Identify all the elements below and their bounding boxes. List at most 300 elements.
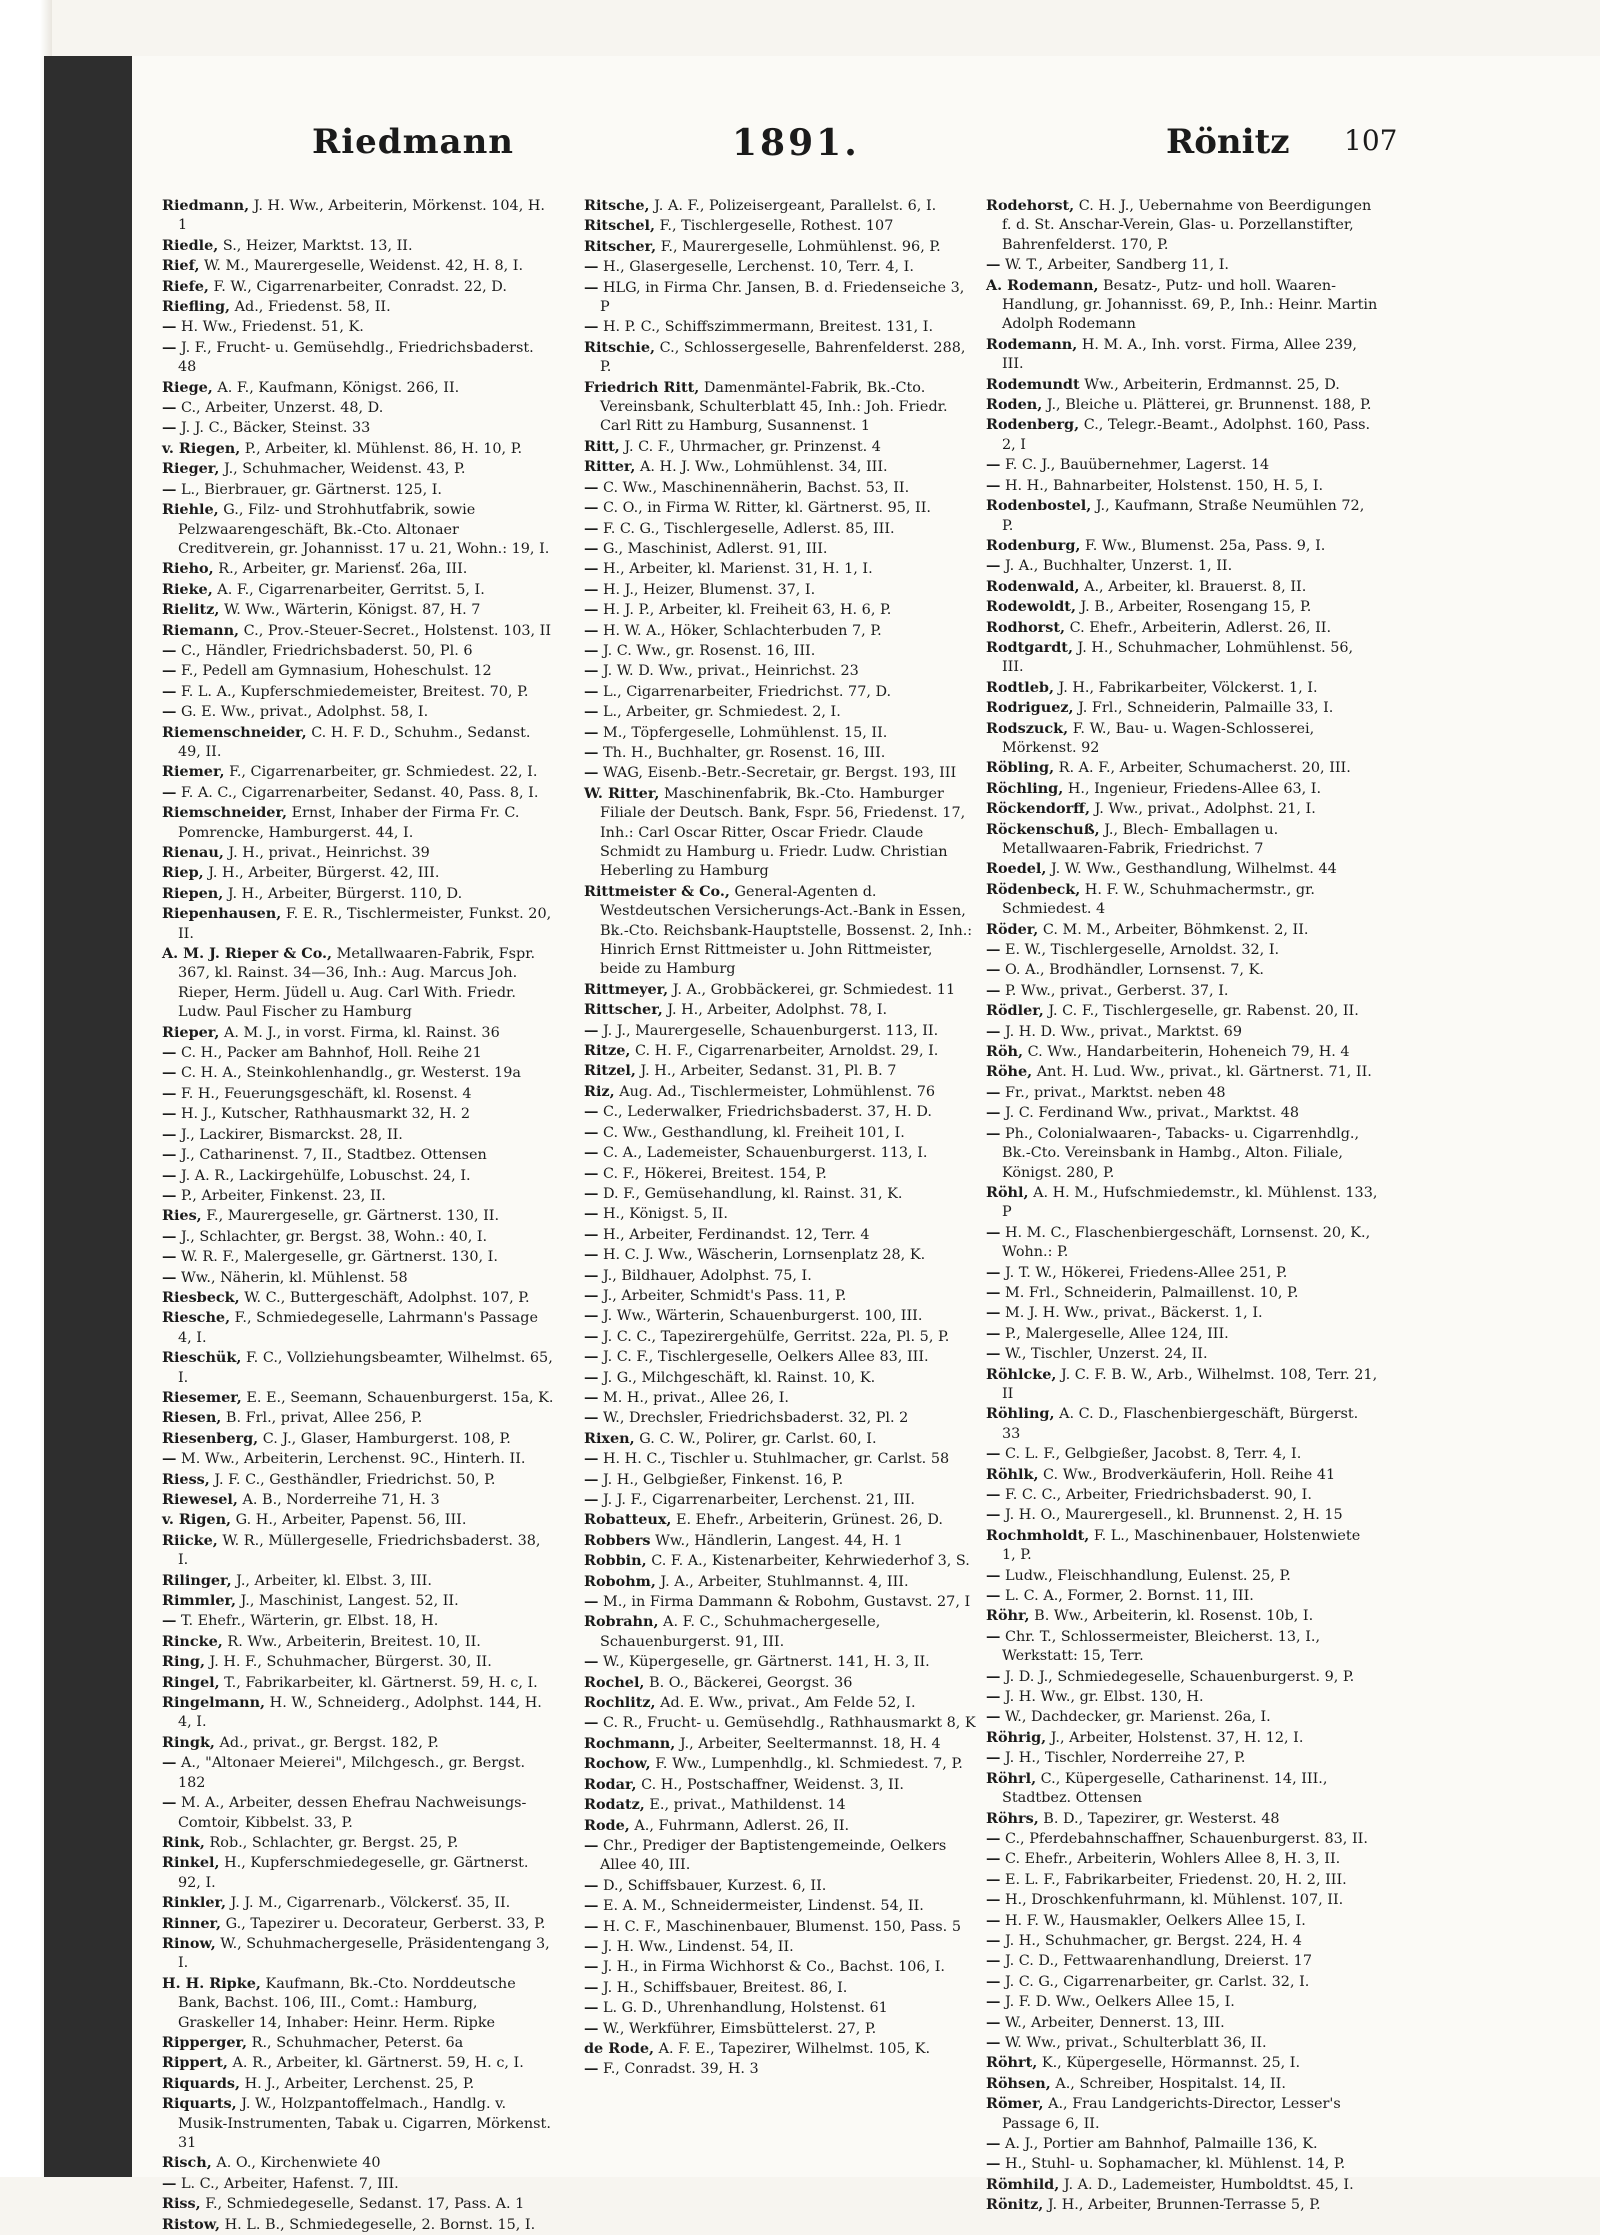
directory-entry — [584, 196, 976, 216]
entry-details: H. Ww., Friedenst. 51, K. — [180, 319, 364, 336]
entry-details: J. J., Maurergeselle, Schauenburgerst. 113, II. — [602, 1022, 939, 1039]
entry-details: H. W. A., Höker, Schlachterbuden 7, P. — [602, 622, 882, 639]
entry-name: — — [162, 662, 177, 680]
entry-name: — — [986, 1104, 1001, 1122]
entry-details: Kaufmann, Bk.-Cto. Norddeutsche Bank, Bachst. 106, III., Comt.: Hamburg, Graskeller 14, Inhaber: Heinr. Herm. Ripke — [178, 1975, 516, 2031]
entry-name: Röhl, — [986, 1183, 1029, 1201]
directory-entry — [986, 779, 1378, 799]
entry-details: J., Arbeiter, Holstenst. 37, H. 12, I. — [1050, 1729, 1304, 1746]
entry-name: — — [584, 1286, 599, 1304]
entry-details: H., Kupferschmiedegeselle, gr. Gärtnerst. 92, I. — [178, 1855, 529, 1891]
entry-name: Röckenschuß, — [986, 820, 1100, 838]
entry-details: C., Küpergeselle, Catharinenst. 14, III., Stadtbez. Ottensen — [1002, 1770, 1328, 1807]
directory-entry — [162, 944, 554, 1023]
entry-name: Rönitz, — [986, 2196, 1044, 2214]
entry-details: C. H. F., Cigarrenarbeiter, Arnoldst. 29, I. — [635, 1043, 939, 1060]
entry-name: Risch, — [162, 2154, 212, 2172]
entry-details: J. W., Holzpantoffelmach., Handlg. v. Musik-Instrumenten, Tabak u. Cigarren, Mörkenst. 31 — [178, 2096, 551, 2151]
directory-entry — [584, 1041, 976, 1061]
entry-details: C. L. F., Gelbgießer, Jacobst. 8, Terr. 4, I. — [1004, 1446, 1302, 1463]
entry-details: J. A., Arbeiter, Stuhlmannst. 4, III. — [660, 1573, 909, 1590]
directory-entry — [986, 1062, 1378, 1082]
entry-details: B. Frl., privat, Allee 256, P. — [225, 1410, 423, 1427]
entry-details: H., Arbeiter, kl. Marienst. 31, H. 1, I. — [602, 561, 873, 578]
entry-name: — — [584, 1164, 599, 1182]
entry-name: Robbin, — [584, 1552, 647, 1570]
entry-details: J. D. J., Schmiedegeselle, Schauenburgerst. 9, P. — [1004, 1668, 1355, 1685]
directory-entry — [162, 1288, 554, 1308]
directory-entry — [584, 641, 976, 661]
entry-name: — — [986, 961, 1001, 979]
directory-entry — [162, 1652, 554, 1672]
entry-name: Röckendorff, — [986, 800, 1090, 818]
entry-details: G., Filz- und Strohhutfabrik, sowie Pelzwaarengeschäft, Bk.-Cto. Altonaer Creditverein, gr. Johannisst. 17 u. 21, Wohn.: 19, I. — [178, 502, 550, 557]
entry-details: W. R. F., Malergeselle, gr. Gärtnerst. 130, I. — [180, 1249, 498, 1266]
entry-name: Röhrl, — [986, 1769, 1037, 1787]
entry-name: — — [584, 1103, 599, 1121]
directory-entry — [162, 1247, 554, 1267]
entry-name: — — [584, 519, 599, 537]
directory-entry — [162, 641, 554, 661]
entry-details: J., Schuhmacher, Weidenst. 43, P. — [223, 461, 466, 478]
entry-name: — — [986, 1708, 1001, 1726]
entry-name: — — [162, 641, 177, 659]
directory-entry — [162, 2153, 554, 2173]
entry-name: — — [584, 1714, 599, 1732]
entry-name: Röh, — [986, 1043, 1024, 1061]
entry-name: Rief, — [162, 257, 200, 275]
entry-details: Chr., Prediger der Baptistengemeinde, Oelkers Allee 40, III. — [600, 1837, 947, 1874]
directory-entry — [162, 884, 554, 904]
entry-details: P., Malergeselle, Allee 124, III. — [1004, 1325, 1229, 1342]
directory-entry — [584, 1795, 976, 1815]
directory-entry — [584, 1266, 976, 1286]
directory-entry — [162, 2033, 554, 2053]
entry-name: Rode, — [584, 1816, 630, 1834]
directory-entry — [162, 2094, 554, 2153]
directory-entry — [584, 519, 976, 539]
entry-name: Röchling, — [986, 779, 1064, 797]
entry-name: Ritzel, — [584, 1062, 636, 1080]
entry-details: H., Glasergeselle, Lerchenst. 10, Terr. 4, I. — [602, 259, 914, 276]
entry-details: Metallwaaren-Fabrik, Fspr. 367, kl. Rainst. 34—36, Inh.: Aug. Marcus Joh. Rieper, Herm. Jüdell u. Aug. Carl With. Friedr. Ludw. Paul Fischer zu Hamburg — [178, 946, 536, 1021]
directory-entry — [162, 1753, 554, 1793]
entry-details: E. A. M., Schneidermeister, Lindenst. 54, II. — [602, 1898, 924, 1915]
entry-details: F. E. R., Tischlermeister, Funkst. 20, II. — [178, 906, 552, 942]
entry-details: J. Ww., Wärterin, Schauenburgerst. 100, III. — [602, 1308, 923, 1325]
entry-name: — — [986, 1345, 1001, 1363]
entry-name: — — [986, 1952, 1001, 1970]
entry-name: — — [584, 1978, 599, 1996]
entry-details: F. C. J., Bauübernehmer, Lagerst. 14 — [1004, 457, 1270, 474]
entry-details: J. H., Gelbgießer, Finkenst. 16, P. — [602, 1471, 844, 1488]
entry-name: Riicke, — [162, 1531, 218, 1549]
entry-name: Rieper, — [162, 1023, 220, 1041]
entry-name: — — [584, 318, 599, 336]
directory-entry — [162, 1733, 554, 1753]
directory-entry — [162, 439, 554, 459]
directory-entry — [986, 1606, 1378, 1626]
directory-entry — [162, 1145, 554, 1165]
entry-name: Ringel, — [162, 1673, 220, 1691]
directory-entry — [584, 1061, 976, 1081]
entry-details: S., Heizer, Marktst. 13, II. — [222, 237, 413, 254]
directory-page — [132, 56, 1600, 2233]
entry-details: H. W., Schneiderg., Adolphst. 144, H. 4, I. — [178, 1695, 542, 1731]
entry-name: Riege, — [162, 378, 213, 396]
entry-name: — — [162, 399, 177, 417]
page-number: 107 — [1344, 124, 1398, 157]
entry-details: A., Schreiber, Hospitalst. 14, II. — [1055, 2075, 1286, 2092]
entry-details: J. C. F., Tischlergeselle, Oelkers Allee 83, III. — [602, 1349, 929, 1366]
directory-entry — [986, 1870, 1378, 1890]
entry-name: — — [162, 2174, 177, 2192]
entry-name: — — [986, 1083, 1001, 1101]
directory-entry — [584, 498, 976, 518]
directory-entry — [584, 1693, 976, 1713]
entry-name: Roden, — [986, 396, 1043, 414]
directory-entry — [986, 1972, 1378, 1992]
directory-entry — [584, 559, 976, 579]
entry-details: J. F., Frucht- u. Gemüsehdlg., Friedrichsbaderst. 48 — [178, 339, 534, 376]
entry-name: — — [986, 557, 1001, 575]
entry-name: — — [584, 1409, 599, 1427]
entry-name: Rippert, — [162, 2054, 228, 2072]
directory-entry — [986, 638, 1378, 678]
entry-details: C., Händler, Friedrichsbaderst. 50, Pl. 6 — [180, 642, 473, 659]
entry-name: Riquards, — [162, 2074, 241, 2092]
directory-entry — [986, 1505, 1378, 1525]
entry-name: — — [584, 723, 599, 741]
entry-details: A. H. M., Hufschmiedemstr., kl. Mühlenst. 133, P — [1002, 1184, 1378, 1221]
entry-name: v. Riegen, — [162, 439, 241, 457]
directory-entry — [162, 317, 554, 337]
directory-entry — [162, 480, 554, 500]
year-heading: 1891. — [732, 122, 860, 164]
entry-name: — — [584, 1653, 599, 1671]
entry-name: Riemann, — [162, 621, 240, 639]
entry-name: Riesen, — [162, 1409, 222, 1427]
entry-name: — — [162, 783, 177, 801]
directory-entry — [162, 762, 554, 782]
entry-details: J., Bleiche u. Plätterei, gr. Brunnenst. 188, P. — [1046, 397, 1372, 414]
entry-details: Ernst, Inhaber der Firma Fr. C. Pomrencke, Hamburgerst. 44, I. — [178, 805, 520, 841]
entry-name: Rieke, — [162, 580, 213, 598]
directory-entry — [162, 580, 554, 600]
directory-entry — [986, 1124, 1378, 1183]
directory-entry — [584, 580, 976, 600]
entry-name: — — [986, 1486, 1001, 1503]
entry-details: A., "Altonaer Meierei", Milchgesch., gr. Bergst. 182 — [178, 1755, 526, 1791]
entry-details: H. F. W., Schuhmachermstr., gr. Schmiedest. 4 — [1002, 881, 1315, 918]
directory-entry — [986, 920, 1378, 940]
directory-entry — [162, 559, 554, 579]
directory-entry — [584, 980, 976, 1000]
directory-entry — [986, 1485, 1378, 1505]
entry-details: H. C. J. Ww., Wäscherin, Lornsenplatz 28, K. — [602, 1247, 926, 1264]
entry-name: Rodewoldt, — [986, 598, 1076, 616]
entry-name: Riemer, — [162, 763, 225, 781]
entry-name: Robatteux, — [584, 1511, 672, 1529]
entry-name: Röhrig, — [986, 1728, 1047, 1746]
entry-details: C. Ehefr., Arbeiterin, Wohlers Allee 8, H. 3, II. — [1004, 1851, 1341, 1868]
entry-details: M. J. H. Ww., privat., Bäckerst. 1, I. — [1004, 1305, 1263, 1322]
entry-details: E. Ehefr., Arbeiterin, Grünest. 26, D. — [676, 1512, 943, 1529]
directory-entry — [584, 1713, 976, 1733]
directory-entry — [986, 1586, 1378, 1606]
entry-name: Röhr, — [986, 1607, 1030, 1625]
directory-entry — [162, 236, 554, 256]
entry-details: F., Cigarrenarbeiter, gr. Schmiedest. 22, I. — [229, 764, 538, 781]
entry-details: W. C., Buttergeschäft, Adolphst. 107, P. — [244, 1289, 530, 1306]
entry-name: Roedel, — [986, 860, 1047, 878]
entry-name: — — [584, 278, 599, 296]
entry-details: H. J. P., Arbeiter, kl. Freiheit 63, H. 6, P. — [602, 602, 892, 619]
entry-name: Römer, — [986, 2095, 1044, 2113]
entry-details: F. C., Vollziehungsbeamter, Wilhelmst. 65, I. — [178, 1350, 553, 1386]
entry-details: F., Maurergeselle, Lohmühlenst. 96, P. — [660, 238, 941, 255]
entry-details: J. C. F., Uhrmacher, gr. Prinzenst. 4 — [624, 438, 881, 455]
entry-details: J. C. C., Tapezirergehülfe, Gerritst. 22a, Pl. 5, P. — [602, 1328, 950, 1345]
entry-details: C. H., Postschaffner, Weidenst. 3, II. — [641, 1776, 904, 1793]
directory-entry — [584, 1957, 976, 1977]
entry-details: Besatz-, Putz- und holl. Waaren-Handlung, gr. Johannisst. 69, P., Inh.: Heinr. Martin Adolph Rodemann — [1002, 277, 1378, 333]
entry-name: A. M. J. Rieper & Co., — [162, 945, 333, 963]
entry-name: Rinkler, — [162, 1894, 227, 1912]
directory-entry — [162, 196, 554, 236]
directory-entry — [584, 1388, 976, 1408]
directory-entry — [986, 1324, 1378, 1344]
entry-details: H. M. A., Inh. vorst. Firma, Allee 239, III. — [1002, 336, 1357, 373]
directory-entry — [584, 2039, 976, 2059]
entry-details: H., Stuhl- u. Sophamacher, kl. Mühlenst. 14, P. — [1004, 2156, 1346, 2173]
directory-entry — [162, 1510, 554, 1530]
directory-entry — [584, 1510, 976, 1530]
entry-name: — — [162, 1186, 177, 1204]
entry-details: J. C. Ferdinand Ww., privat., Marktst. 48 — [1004, 1105, 1300, 1122]
entry-name: — — [584, 1388, 599, 1406]
entry-details: Chr. T., Schlossermeister, Bleicherst. 13, I., Werkstatt: 15, Terr. — [1002, 1628, 1321, 1665]
entry-name: — — [986, 2135, 1001, 2152]
entry-details: H., Droschkenfuhrmann, kl. Mühlenst. 107, II. — [1004, 1892, 1344, 1909]
entry-name: — — [986, 1445, 1001, 1463]
directory-entry — [986, 1707, 1378, 1727]
entry-name: Riep, — [162, 864, 204, 882]
directory-entry — [162, 1206, 554, 1226]
directory-entry — [584, 1286, 976, 1306]
entry-name: — — [584, 1246, 599, 1264]
entry-name: — — [986, 1891, 1001, 1909]
directory-entry — [986, 1890, 1378, 1910]
entry-details: J. H. D. Ww., privat., Marktst. 69 — [1004, 1023, 1242, 1040]
directory-entry — [584, 1551, 976, 1571]
entry-details: Ad., privat., gr. Bergst. 182, P. — [219, 1734, 439, 1751]
entry-name: Riewesel, — [162, 1491, 238, 1508]
entry-details: R., Schuhmacher, Peterst. 6a — [251, 2034, 464, 2051]
entry-details: C. F., Hökerei, Breitest. 154, P. — [602, 1165, 827, 1182]
directory-entry — [584, 278, 976, 318]
entry-details: W., Arbeiter, Dennerst. 13, III. — [1004, 2014, 1225, 2031]
directory-entry — [986, 276, 1378, 335]
entry-details: J. A., Grobbäckerei, gr. Schmiedest. 11 — [672, 981, 956, 998]
entry-name: — — [986, 1283, 1001, 1301]
directory-entry — [162, 1268, 554, 1288]
entry-details: C. Ehefr., Arbeiterin, Adlerst. 26, II. — [1069, 619, 1332, 636]
entry-details: A. O., Kirchenwiete 40 — [216, 2155, 381, 2172]
entry-name: — — [584, 1999, 599, 2017]
directory-entry — [986, 1022, 1378, 1042]
entry-name: Rodar, — [584, 1775, 637, 1793]
entry-name: — — [584, 499, 599, 517]
entry-name: — — [584, 1307, 599, 1325]
entry-details: J. C. G., Cigarrenarbeiter, gr. Carlst. 32, I. — [1004, 1973, 1310, 1990]
directory-entry — [986, 1992, 1378, 2012]
entry-details: J. H., Arbeiter, Sedanst. 31, Pl. B. 7 — [640, 1063, 897, 1080]
entry-details: J. J. F., Cigarrenarbeiter, Lerchenst. 21, III. — [602, 1492, 915, 1508]
entry-name: Rodemann, — [986, 335, 1078, 353]
entry-name: Rincke, — [162, 1632, 223, 1650]
entry-name: — — [162, 682, 177, 700]
entry-details: J. H. Ww., gr. Elbst. 130, H. — [1004, 1689, 1204, 1706]
entry-details: Ph., Colonialwaaren-, Tabacks- u. Cigarrenhdlg., Bk.-Cto. Vereinsbank in Hambg., Alton. Filiale, Königst. 280, P. — [1002, 1125, 1360, 1181]
directory-entry — [584, 621, 976, 641]
entry-name: Robbers — [584, 1531, 651, 1549]
entry-name: Rittscher, — [584, 1001, 663, 1019]
entry-details: R., Arbeiter, gr. Mariensť. 26a, III. — [218, 561, 468, 578]
directory-entry — [986, 859, 1378, 879]
entry-details: A. F. E., Tapezirer, Wilhelmst. 105, K. — [658, 2040, 931, 2057]
entry-name: — — [162, 1754, 177, 1772]
entry-details: G., Tapezirer u. Decorateur, Gerberst. 33, P. — [225, 1915, 546, 1932]
entry-name: — — [584, 1205, 599, 1223]
entry-name: Rodemundt — [986, 375, 1080, 393]
entry-details: W. M., Maurergeselle, Weidenst. 42, H. 8, I. — [204, 258, 524, 275]
directory-entry — [986, 2053, 1378, 2073]
entry-name: — — [986, 1931, 1001, 1949]
directory-entry — [986, 2134, 1378, 2154]
directory-entry — [986, 255, 1378, 275]
entry-name: — — [584, 601, 599, 619]
directory-entry — [162, 1591, 554, 1611]
entry-name: W. Ritter, — [584, 784, 660, 802]
entry-name: — — [584, 1123, 599, 1141]
entry-name: Riquarts, — [162, 2095, 237, 2113]
entry-name: — — [986, 1870, 1001, 1888]
entry-details: W. Ww., privat., Schulterblatt 36, II. — [1004, 2034, 1267, 2051]
entry-details: H. C. F., Maschinenbauer, Blumenst. 150, Pass. 5 — [602, 1918, 961, 1935]
entry-name: Ritt, — [584, 437, 620, 455]
entry-details: A. F., Kaufmann, Königst. 266, II. — [217, 379, 460, 396]
entry-details: H., Ingenieur, Friedens-Allee 63, I. — [1067, 780, 1322, 797]
entry-details: C., Schlossergeselle, Bahrenfelderst. 288, P. — [600, 339, 966, 376]
entry-details: A. J., Portier am Bahnhof, Palmaille 136, K. — [1004, 2136, 1318, 2152]
directory-entry — [986, 678, 1378, 698]
entry-name: Riepen, — [162, 884, 224, 902]
directory-entry — [584, 1896, 976, 1916]
entry-details: G., Maschinist, Adlerst. 91, III. — [602, 540, 828, 557]
directory-entry — [584, 1836, 976, 1876]
entry-name: — — [986, 1667, 1001, 1685]
directory-entry — [162, 2074, 554, 2094]
entry-name: Rittmeister & Co., — [584, 882, 730, 900]
directory-entry — [584, 1998, 976, 2018]
directory-entry — [584, 1592, 976, 1612]
entry-details: E., privat., Mathildenst. 14 — [649, 1797, 846, 1814]
directory-entry — [162, 500, 554, 559]
directory-entry — [986, 476, 1378, 496]
entry-details: G. C. W., Polirer, gr. Carlst. 60, I. — [639, 1430, 877, 1447]
entry-name: Rodenberg, — [986, 416, 1080, 434]
directory-entry — [584, 1327, 976, 1347]
directory-entry — [584, 1572, 976, 1592]
entry-name: — — [584, 1470, 599, 1488]
directory-entry — [584, 1225, 976, 1245]
directory-entry — [986, 1103, 1378, 1123]
entry-name: — — [986, 1688, 1001, 1706]
entry-details: F. W., Cigarrenarbeiter, Conradst. 22, D. — [213, 278, 507, 295]
directory-entry — [584, 1021, 976, 1041]
directory-entry — [162, 702, 554, 722]
directory-entry — [986, 1083, 1378, 1103]
entry-name: Riesbeck, — [162, 1288, 240, 1306]
entry-details: C., Pferdebahnschaffner, Schauenburgerst. 83, II. — [1004, 1830, 1368, 1847]
entry-name: — — [986, 1223, 1001, 1241]
entry-details: H. J., Arbeiter, Lerchenst. 25, P. — [244, 2075, 475, 2092]
entry-name: Rochlitz, — [584, 1694, 656, 1712]
entry-name: Riss, — [162, 2195, 201, 2213]
directory-entry — [162, 723, 554, 763]
entry-details: A. H. J. Ww., Lohmühlenst. 34, III. — [640, 459, 888, 476]
directory-entry — [584, 1775, 976, 1795]
entry-details: L., Arbeiter, gr. Schmiedest. 2, I. — [602, 704, 841, 721]
entry-name: Rodszuck, — [986, 719, 1069, 737]
directory-entry — [986, 1263, 1378, 1283]
entry-details: R. A. F., Arbeiter, Schumacherst. 20, III. — [1058, 760, 1351, 777]
entry-name: Ritscher, — [584, 237, 657, 255]
directory-entry — [584, 1449, 976, 1469]
entry-name: — — [986, 1829, 1001, 1847]
entry-details: J. Frl., Schneiderin, Palmaille 33, I. — [1078, 700, 1334, 717]
directory-entry — [162, 600, 554, 620]
entry-name: — — [162, 1227, 177, 1245]
directory-entry — [584, 1306, 976, 1326]
entry-details: A. F., Cigarrenarbeiter, Gerritst. 5, I. — [217, 581, 485, 598]
entry-name: Rödler, — [986, 1002, 1044, 1020]
entry-name: Rienau, — [162, 844, 224, 861]
entry-details: A., Arbeiter, kl. Brauerst. 8, II. — [1084, 578, 1307, 595]
entry-details: H., Arbeiter, Ferdinandst. 12, Terr. 4 — [602, 1226, 870, 1243]
entry-name: Friedrich Ritt, — [584, 378, 700, 396]
entry-name: Rodriguez, — [986, 699, 1074, 717]
directory-entry — [584, 1102, 976, 1122]
entry-details: W. Ww., Wärterin, Königst. 87, H. 7 — [223, 602, 481, 619]
directory-entry — [584, 661, 976, 681]
entry-name: — — [986, 2013, 1001, 2031]
entry-details: W., Schuhmachergeselle, Präsidentengang 3, I. — [178, 1935, 550, 1972]
directory-entry — [162, 1793, 554, 1833]
directory-entry — [162, 418, 554, 438]
entry-details: F., Pedell am Gymnasium, Hoheschulst. 12 — [180, 663, 492, 680]
entry-name: Ring, — [162, 1653, 205, 1671]
entry-details: J. H., Arbeiter, Adolphst. 78, I. — [667, 1002, 888, 1019]
directory-entry — [986, 1931, 1378, 1951]
entry-name: Riesemer, — [162, 1388, 242, 1406]
entry-name: Riess, — [162, 1470, 210, 1488]
entry-details: Ad. E. Ww., privat., Am Felde 52, I. — [660, 1695, 916, 1712]
directory-entry — [584, 1734, 976, 1754]
entry-details: J. H. Ww., Arbeiterin, Mörkenst. 104, H. 1 — [178, 198, 545, 234]
entry-details: A. B., Norderreihe 71, H. 3 — [242, 1492, 440, 1508]
